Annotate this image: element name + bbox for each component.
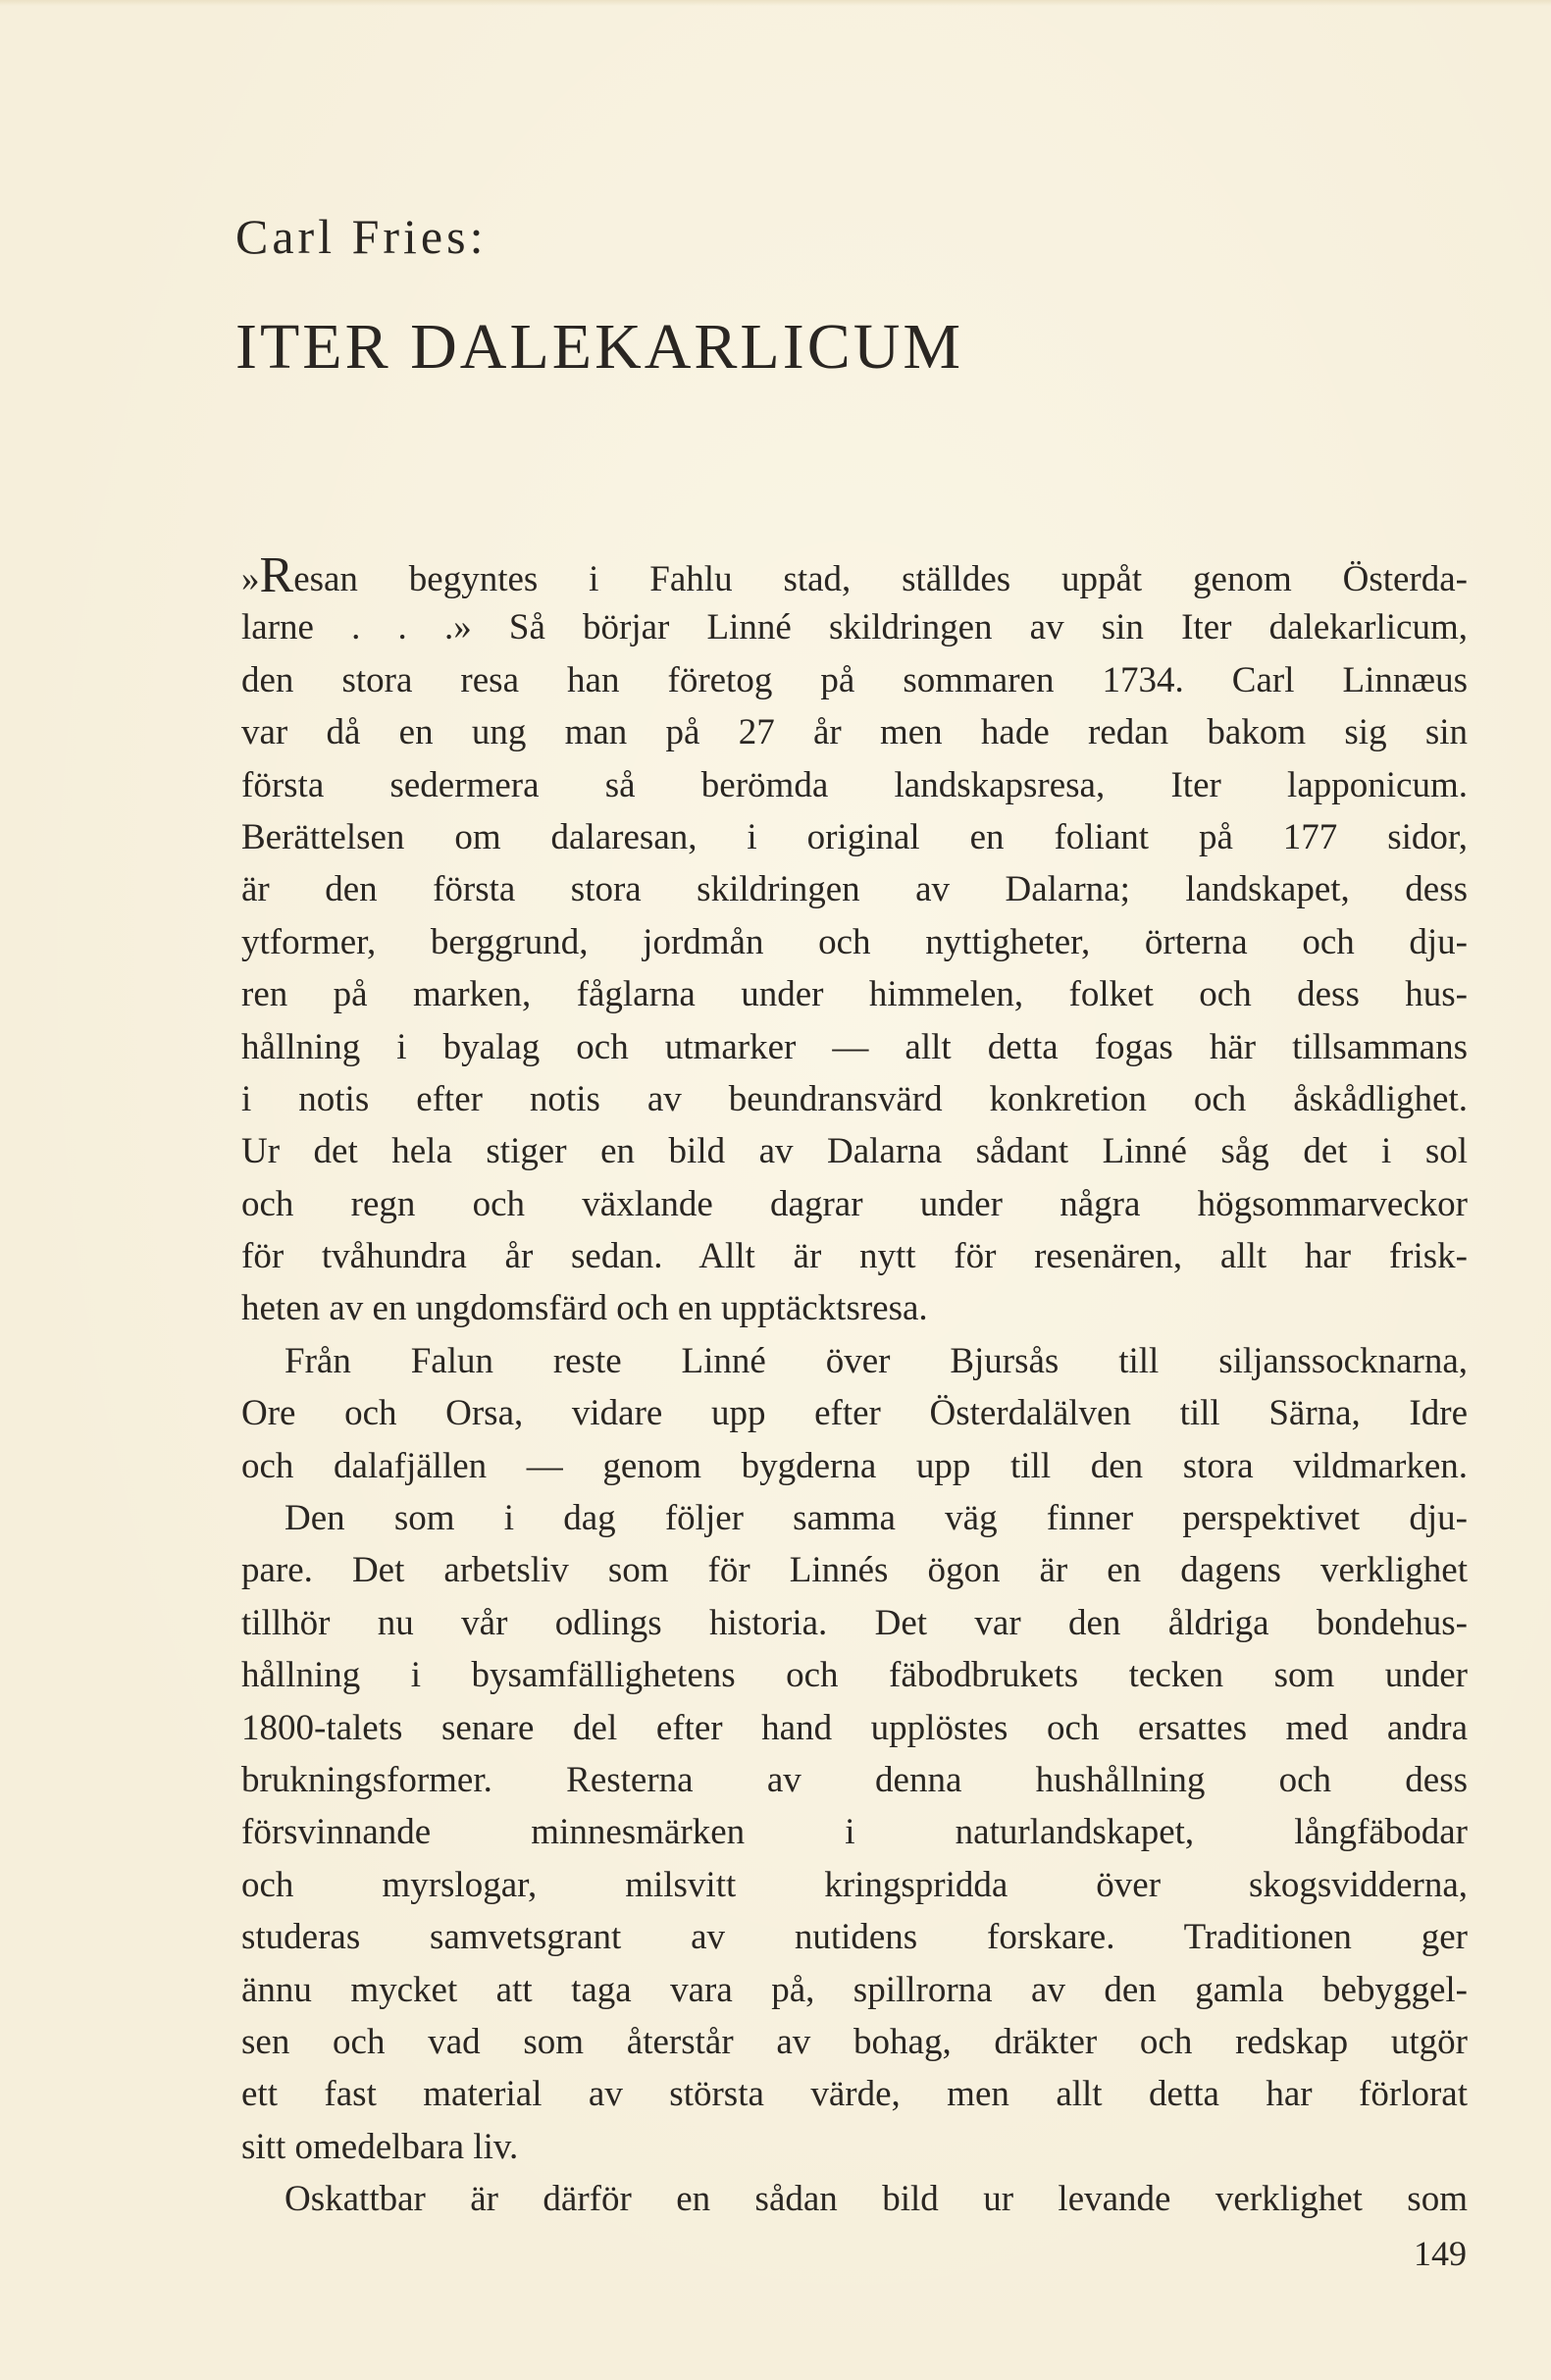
text-line-11: i notis efter notis av beundransvärd konkretion och åskådlighet. (241, 1078, 1468, 1119)
article-title: ITER DALEKARLICUM (235, 311, 964, 383)
text-line-15: heten av en ungdomsfärd och en upptäcktsresa. (241, 1288, 928, 1329)
text-line-12: Ur det hela stiger en bild av Dalarna sådant Linné såg det i sol (241, 1131, 1468, 1172)
text-line-32: Oskattbar är därför en sådan bild ur levande verklighet som (284, 2179, 1468, 2220)
page-top-edge (0, 0, 1551, 6)
text-line-29: sen och vad som återstår av bohag, dräkter och redskap utgör (241, 2021, 1468, 2062)
initial-capital: R (259, 547, 294, 603)
text-line-7: är den första stora skildringen av Dalarna; landskapet, dess (241, 869, 1468, 910)
text-line-9: ren på marken, fåglarna under himmelen, folket och dess hus- (241, 974, 1468, 1015)
text-line-8: ytformer, berggrund, jordmån och nyttigheter, örterna och dju- (241, 921, 1468, 962)
text-line-22: hållning i bysamfällighetens och fäbodbrukets tecken som under (241, 1655, 1468, 1696)
opening-quote: » (241, 559, 260, 599)
text-line-20: pare. Det arbetsliv som för Linnés ögon är en dagens verklighet (241, 1550, 1468, 1591)
text-line-30: ett fast material av största värde, men allt detta har förlorat (241, 2074, 1468, 2115)
text-line-3: den stora resa han företog på sommaren 1734. Carl Linnæus (241, 659, 1468, 700)
text-line-5: första sedermera så berömda landskapsresa, Iter lapponicum. (241, 764, 1468, 805)
text-line-17: Ore och Orsa, vidare upp efter Österdalälven till Särna, Idre (241, 1393, 1468, 1434)
text-line-6: Berättelsen om dalaresan, i original en foliant på 177 sidor, (241, 816, 1468, 857)
author-name: Carl Fries: (235, 209, 488, 264)
text-line-24: brukningsformer. Resterna av denna hushållning och dess (241, 1759, 1468, 1800)
text-line-23: 1800-talets senare del efter hand upplöstes och ersattes med andra (241, 1707, 1468, 1748)
text-line-2: larne . . .» Så börjar Linné skildringen av sin Iter dalekarlicum, (241, 607, 1468, 648)
text-line-25: försvinnande minnesmärken i naturlandskapet, långfäbodar (241, 1812, 1468, 1853)
text-line-31: sitt omedelbara liv. (241, 2126, 519, 2167)
text-line-27: studeras samvetsgrant av nutidens forskare. Traditionen ger (241, 1917, 1468, 1958)
text-line-13: och regn och växlande dagrar under några högsommarveckor (241, 1183, 1468, 1224)
text-line-18: och dalafjällen — genom bygderna upp till den stora vildmarken. (241, 1445, 1468, 1486)
text-line-26: och myrslogar, milsvitt kringspridda över skogsvidderna, (241, 1864, 1468, 1905)
text-line-16: Från Falun reste Linné över Bjursås till siljanssocknarna, (284, 1340, 1468, 1381)
text-line-4: var då en ung man på 27 år men hade redan bakom sig sin (241, 712, 1468, 753)
text-line-19: Den som i dag följer samma väg finner perspektivet dju- (284, 1498, 1468, 1539)
text-line-10: hållning i byalag och utmarker — allt detta fogas här tillsammans (241, 1026, 1468, 1067)
text-line-14: för tvåhundra år sedan. Allt är nytt för resenären, allt har frisk- (241, 1236, 1468, 1277)
text-line-1 (241, 549, 1468, 601)
text-line-28: ännu mycket att taga vara på, spillrorna av den gamla bebyggel- (241, 1969, 1468, 2010)
page-number: 149 (1414, 2234, 1467, 2273)
body-text (241, 549, 1468, 2226)
first-line-rest: esan begyntes i Fahlu stad, ställdes uppåt genom Österda- (293, 559, 1468, 599)
text-line-21: tillhör nu vår odlings historia. Det var den åldriga bondehus- (241, 1602, 1468, 1643)
